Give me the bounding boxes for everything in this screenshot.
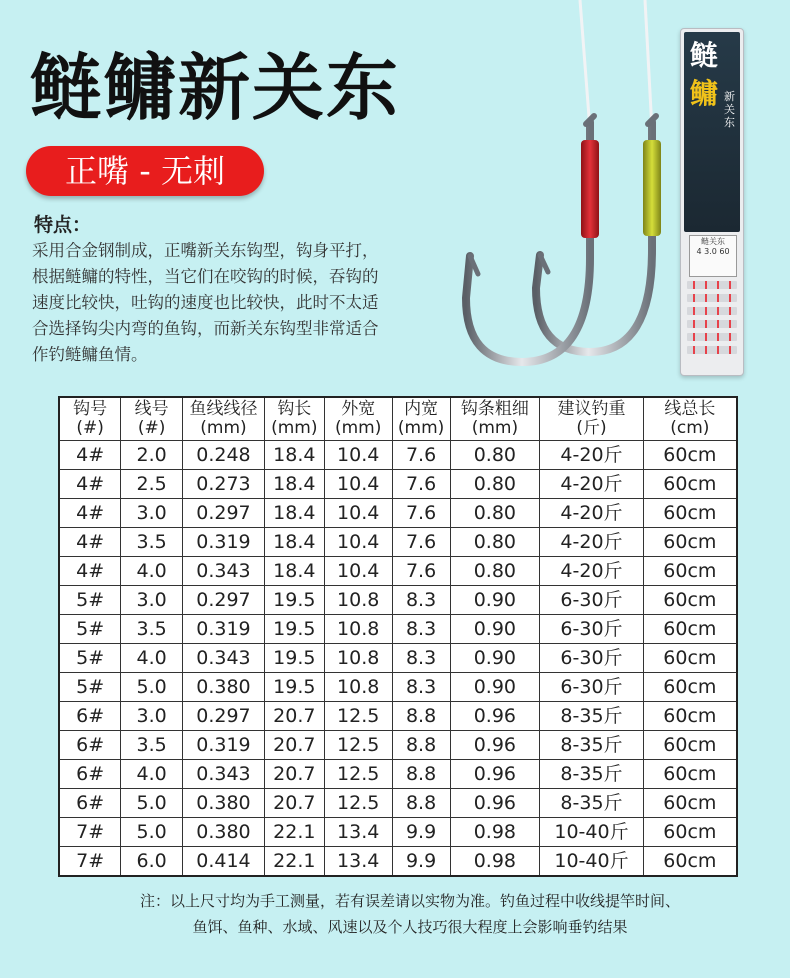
table-cell: 60cm	[643, 789, 737, 818]
table-cell: 18.4	[264, 441, 324, 470]
column-header-label: 线总长	[664, 399, 716, 419]
table-cell: 8.3	[392, 673, 450, 702]
table-cell: 4#	[59, 470, 121, 499]
table-cell: 6-30斤	[540, 673, 643, 702]
column-header	[392, 397, 450, 441]
table-cell: 0.80	[450, 528, 540, 557]
table-cell: 8-35斤	[540, 760, 643, 789]
table-cell: 0.297	[183, 702, 265, 731]
table-cell: 0.80	[450, 557, 540, 586]
table-cell: 8.8	[392, 789, 450, 818]
note-line: 注：以上尺寸均为手工测量，若有误差请以实物为准。钓鱼过程中收线提竿时间、	[139, 892, 680, 910]
table-cell: 0.96	[450, 760, 540, 789]
table-cell: 18.4	[264, 470, 324, 499]
table-cell: 5.0	[121, 818, 183, 847]
table-cell: 5#	[59, 673, 121, 702]
table-cell: 10.4	[324, 470, 392, 499]
package-side-text: 新关东	[724, 90, 735, 129]
table-cell: 60cm	[643, 644, 737, 673]
table-cell: 4-20斤	[540, 557, 643, 586]
table-cell: 0.90	[450, 586, 540, 615]
product-package-image	[680, 28, 744, 376]
column-header-label: 线号	[134, 399, 169, 419]
table-cell: 2.5	[121, 470, 183, 499]
features-line: 根据鲢鳙的特性，当它们在咬钩的时候，吞钩的	[32, 267, 379, 286]
column-header	[59, 397, 121, 441]
table-cell: 4-20斤	[540, 528, 643, 557]
column-header	[643, 397, 737, 441]
features-line: 速度比较快，吐钩的速度也比较快，此时不太适	[32, 293, 379, 312]
column-header-label: 鱼线线径	[189, 399, 258, 419]
table-cell: 6#	[59, 731, 121, 760]
table-cell: 0.297	[183, 499, 265, 528]
spec-table	[58, 396, 738, 877]
table-cell: 0.96	[450, 789, 540, 818]
column-header-unit: (斤)	[576, 418, 607, 438]
table-cell: 5#	[59, 586, 121, 615]
table-cell: 0.98	[450, 847, 540, 877]
table-cell: 4#	[59, 557, 121, 586]
table-cell: 0.319	[183, 615, 265, 644]
package-label	[689, 235, 737, 277]
column-header	[540, 397, 643, 441]
table-cell: 18.4	[264, 499, 324, 528]
table-cell: 60cm	[643, 702, 737, 731]
package-cover	[684, 32, 740, 232]
table-cell: 60cm	[643, 528, 737, 557]
table-cell: 5.0	[121, 789, 183, 818]
table-header-row	[59, 397, 737, 441]
table-cell: 0.80	[450, 470, 540, 499]
package-label-value: 60	[719, 247, 730, 256]
table-cell: 0.96	[450, 702, 540, 731]
table-cell: 4.0	[121, 557, 183, 586]
table-cell: 60cm	[643, 499, 737, 528]
table-cell: 4#	[59, 528, 121, 557]
column-header-unit: (mm)	[334, 418, 382, 438]
table-cell: 60cm	[643, 731, 737, 760]
table-cell: 3.0	[121, 499, 183, 528]
table-cell: 0.248	[183, 441, 265, 470]
table-cell: 4.0	[121, 644, 183, 673]
column-header-label: 钩条粗细	[460, 399, 529, 419]
table-cell: 5#	[59, 615, 121, 644]
table-row	[59, 702, 737, 731]
table-cell: 10.8	[324, 586, 392, 615]
table-row	[59, 760, 737, 789]
hook-type-badge: 正嘴 - 无刺	[26, 146, 264, 196]
table-row	[59, 789, 737, 818]
table-cell: 22.1	[264, 847, 324, 877]
table-cell: 60cm	[643, 557, 737, 586]
column-header-unit: (#)	[76, 418, 104, 438]
column-header-label: 内宽	[404, 399, 439, 419]
table-cell: 9.9	[392, 818, 450, 847]
table-row	[59, 731, 737, 760]
table-cell: 8-35斤	[540, 731, 643, 760]
table-cell: 0.90	[450, 615, 540, 644]
table-cell: 0.343	[183, 644, 265, 673]
table-cell: 60cm	[643, 760, 737, 789]
features-line: 作钓鲢鳙鱼情。	[32, 345, 148, 364]
table-body	[59, 441, 737, 877]
table-cell: 13.4	[324, 847, 392, 877]
table-cell: 0.90	[450, 644, 540, 673]
column-header-unit: (cm)	[670, 418, 710, 438]
table-cell: 19.5	[264, 586, 324, 615]
table-cell: 2.0	[121, 441, 183, 470]
column-header-label: 建议钓重	[557, 399, 626, 419]
column-header-unit: (mm)	[271, 418, 318, 438]
table-cell: 10.4	[324, 441, 392, 470]
table-cell: 7#	[59, 847, 121, 877]
table-cell: 12.5	[324, 702, 392, 731]
column-header	[183, 397, 265, 441]
table-cell: 5.0	[121, 673, 183, 702]
table-cell: 0.297	[183, 586, 265, 615]
table-cell: 60cm	[643, 586, 737, 615]
table-row	[59, 499, 737, 528]
column-header	[121, 397, 183, 441]
table-cell: 8.3	[392, 644, 450, 673]
table-cell: 10-40斤	[540, 847, 643, 877]
column-header-unit: (mm)	[471, 418, 519, 438]
table-cell: 60cm	[643, 673, 737, 702]
table-cell: 4-20斤	[540, 441, 643, 470]
package-label-title: 鲢关东	[701, 237, 725, 246]
table-cell: 4#	[59, 499, 121, 528]
table-cell: 12.5	[324, 789, 392, 818]
product-title: 鲢鳙新关东	[30, 46, 401, 130]
table-cell: 7.6	[392, 470, 450, 499]
table-cell: 60cm	[643, 847, 737, 877]
table-cell: 6-30斤	[540, 644, 643, 673]
package-label-value: 4	[696, 247, 702, 256]
column-header-label: 外宽	[341, 399, 376, 419]
table-row	[59, 557, 737, 586]
table-row	[59, 470, 737, 499]
table-cell: 3.5	[121, 615, 183, 644]
table-cell: 19.5	[264, 615, 324, 644]
column-header-unit: (mm)	[200, 418, 247, 438]
table-cell: 60cm	[643, 818, 737, 847]
table-cell: 0.319	[183, 528, 265, 557]
table-cell: 0.96	[450, 731, 540, 760]
table-cell: 8.8	[392, 731, 450, 760]
table-cell: 10.8	[324, 615, 392, 644]
column-header-unit: (mm)	[397, 418, 445, 438]
column-header	[324, 397, 392, 441]
table-row	[59, 644, 737, 673]
table-cell: 3.5	[121, 731, 183, 760]
disclaimer-note	[70, 888, 750, 940]
column-header-label: 钩号	[73, 399, 108, 419]
table-cell: 0.80	[450, 441, 540, 470]
table-cell: 10.8	[324, 644, 392, 673]
table-cell: 0.343	[183, 760, 265, 789]
table-cell: 4.0	[121, 760, 183, 789]
table-row	[59, 615, 737, 644]
package-label-values	[690, 247, 736, 256]
table-cell: 12.5	[324, 731, 392, 760]
table-cell: 20.7	[264, 702, 324, 731]
table-cell: 0.380	[183, 789, 265, 818]
table-row	[59, 528, 737, 557]
table-cell: 60cm	[643, 615, 737, 644]
table-cell: 6-30斤	[540, 615, 643, 644]
column-header-unit: (#)	[137, 418, 166, 438]
package-char: 鲢	[690, 39, 719, 72]
table-cell: 8.3	[392, 586, 450, 615]
table-cell: 0.273	[183, 470, 265, 499]
table-row	[59, 673, 737, 702]
table-cell: 7.6	[392, 441, 450, 470]
table-cell: 0.98	[450, 818, 540, 847]
table-cell: 4-20斤	[540, 499, 643, 528]
table-cell: 12.5	[324, 760, 392, 789]
table-cell: 8.8	[392, 760, 450, 789]
table-cell: 20.7	[264, 789, 324, 818]
table-cell: 6-30斤	[540, 586, 643, 615]
table-cell: 7.6	[392, 499, 450, 528]
table-cell: 60cm	[643, 470, 737, 499]
package-char: 鳙	[690, 77, 719, 110]
table-cell: 10.4	[324, 499, 392, 528]
table-cell: 8-35斤	[540, 702, 643, 731]
features-line: 采用合金钢制成，正嘴新关东钩型，钩身平打，	[32, 241, 379, 260]
table-cell: 7.6	[392, 528, 450, 557]
table-cell: 13.4	[324, 818, 392, 847]
table-cell: 60cm	[643, 441, 737, 470]
features-text	[32, 238, 462, 368]
features-heading: 特点：	[34, 214, 92, 236]
table-cell: 19.5	[264, 673, 324, 702]
table-row	[59, 818, 737, 847]
table-cell: 0.319	[183, 731, 265, 760]
table-cell: 8.8	[392, 702, 450, 731]
fishing-hooks-image	[440, 0, 680, 380]
table-cell: 0.414	[183, 847, 265, 877]
table-cell: 20.7	[264, 760, 324, 789]
table-cell: 3.0	[121, 586, 183, 615]
table-cell: 18.4	[264, 528, 324, 557]
table-cell: 6#	[59, 760, 121, 789]
table-row	[59, 586, 737, 615]
column-header	[450, 397, 540, 441]
table-cell: 8.3	[392, 615, 450, 644]
table-row	[59, 441, 737, 470]
table-cell: 7#	[59, 818, 121, 847]
table-cell: 19.5	[264, 644, 324, 673]
table-cell: 4#	[59, 441, 121, 470]
table-cell: 3.5	[121, 528, 183, 557]
table-row	[59, 847, 737, 877]
features-line: 合选择钩尖内弯的鱼钩，而新关东钩型非常适合	[32, 319, 379, 338]
table-cell: 0.380	[183, 818, 265, 847]
package-hook-slots	[687, 281, 737, 371]
column-header-label: 钩长	[277, 399, 312, 419]
table-cell: 0.380	[183, 673, 265, 702]
note-line: 鱼饵、鱼种、水域、风速以及个人技巧很大程度上会影响垂钓结果	[192, 918, 628, 936]
table-cell: 6#	[59, 702, 121, 731]
table-cell: 6.0	[121, 847, 183, 877]
table-cell: 10.4	[324, 528, 392, 557]
table-cell: 5#	[59, 644, 121, 673]
package-label-value: 3.0	[704, 247, 717, 256]
table-cell: 10.4	[324, 557, 392, 586]
table-cell: 0.343	[183, 557, 265, 586]
table-cell: 0.90	[450, 673, 540, 702]
table-cell: 7.6	[392, 557, 450, 586]
table-cell: 3.0	[121, 702, 183, 731]
table-cell: 9.9	[392, 847, 450, 877]
table-cell: 18.4	[264, 557, 324, 586]
table-cell: 0.80	[450, 499, 540, 528]
table-cell: 22.1	[264, 818, 324, 847]
table-cell: 4-20斤	[540, 470, 643, 499]
table-cell: 10-40斤	[540, 818, 643, 847]
table-cell: 20.7	[264, 731, 324, 760]
table-cell: 8-35斤	[540, 789, 643, 818]
table-cell: 6#	[59, 789, 121, 818]
table-cell: 10.8	[324, 673, 392, 702]
column-header	[264, 397, 324, 441]
